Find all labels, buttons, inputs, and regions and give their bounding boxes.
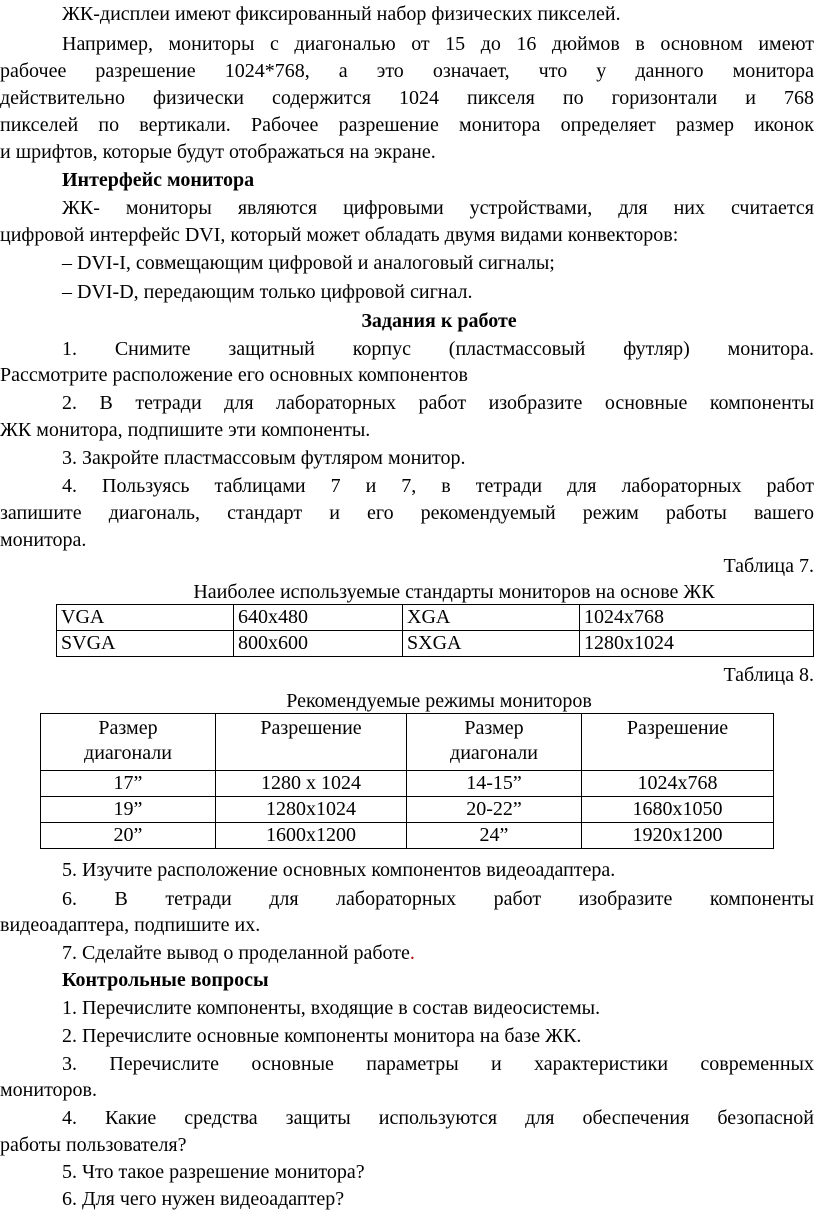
- table-cell: 640x480: [234, 605, 403, 631]
- task-line: 1. Снимите защитный корпус (пластмассовый футляр) монитора.: [62, 338, 814, 360]
- table-cell: 800x600: [234, 631, 403, 657]
- task-line: запишите диагональ, стандарт и его рекомендуемый режим работы вашего: [0, 502, 814, 524]
- intro-line: пикселей по вертикали. Рабочее разрешение монитора определяет размер иконок: [0, 114, 814, 136]
- table-cell: 20”: [41, 823, 216, 849]
- table-cell: VGA: [57, 605, 234, 631]
- table-cell: 1920x1200: [582, 823, 774, 849]
- table-cell: 1600x1200: [216, 823, 407, 849]
- question-line: работы пользователя?: [0, 1134, 187, 1156]
- task-line: видеоадаптера, подпишите их.: [0, 914, 261, 936]
- red-period: .: [409, 942, 415, 964]
- header-line: Размер: [464, 717, 524, 739]
- table-cell: 1280x1024: [580, 631, 814, 657]
- table-row: [57, 631, 814, 657]
- interface-heading: Интерфейс монитора: [62, 169, 255, 191]
- table8: [40, 713, 774, 849]
- table-header-cell: [216, 714, 407, 771]
- table-cell: 1024x768: [580, 605, 814, 631]
- interface-line: ЖК- мониторы являются цифровыми устройствами, для них считается: [62, 197, 814, 219]
- table-cell: SVGA: [57, 631, 234, 657]
- table-row: [41, 771, 774, 797]
- table8-caption: Рекомендуемые режимы мониторов: [286, 690, 592, 712]
- table-header-cell: [41, 714, 216, 771]
- intro-line: и шрифтов, которые будут отображаться на экране.: [0, 141, 436, 163]
- header-line: Разрешение: [260, 717, 362, 739]
- task-line: [62, 940, 816, 967]
- table-cell: 19”: [41, 797, 216, 823]
- table-header-cell: [582, 714, 774, 771]
- task-line: ЖК монитора, подпишите эти компоненты.: [0, 419, 371, 441]
- table8-label: Таблица 8.: [723, 664, 814, 686]
- interface-bullet: – DVI-D, передающим только цифровой сигнал.: [62, 281, 473, 303]
- task-line: 3. Закройте пластмассовым футляром монитор.: [62, 447, 466, 469]
- task-line: 2. В тетради для лабораторных работ изобразите основные компоненты: [62, 392, 814, 414]
- question-line: 2. Перечислите основные компоненты монитора на базе ЖК.: [62, 1025, 582, 1047]
- table-cell: 24”: [407, 823, 582, 849]
- table-cell: XGA: [403, 605, 580, 631]
- intro-line: действительно физически содержится 1024 пикселя по горизонтали и 768: [0, 87, 814, 109]
- interface-line: цифровой интерфейс DVI, который может обладать двумя видами конвекторов:: [0, 224, 679, 246]
- table-header-row: [41, 714, 774, 771]
- intro-paragraph-1: ЖК-дисплеи имеют фиксированный набор физических пикселей.: [62, 3, 621, 25]
- header-line: Разрешение: [626, 717, 729, 739]
- question-line: 4. Какие средства защиты используются для обеспечения безопасной: [62, 1107, 814, 1129]
- question-line: 5. Что такое разрешение монитора?: [62, 1161, 365, 1183]
- table7-caption: Наиболее используемые стандарты мониторов на основе ЖК: [193, 581, 715, 603]
- question-line: 3. Перечислите основные параметры и характеристики современных: [62, 1053, 814, 1075]
- table-cell: SXGA: [403, 631, 580, 657]
- table7-label: Таблица 7.: [723, 555, 814, 577]
- task-line: Рассмотрите расположение его основных компонентов: [0, 364, 468, 386]
- table-cell: 17”: [41, 771, 216, 797]
- task-line: монитора.: [0, 529, 87, 551]
- intro-line: рабочее разрешение 1024*768, а это означает, что у данного монитора: [0, 60, 814, 82]
- table-cell: 1280 x 1024: [216, 771, 407, 797]
- table-row: [57, 605, 814, 631]
- header-line: диагонали: [84, 742, 172, 764]
- table-cell: 14-15”: [407, 771, 582, 797]
- table-row: [41, 797, 774, 823]
- table7: [56, 604, 814, 657]
- table-cell: 1680x1050: [582, 797, 774, 823]
- table-header-cell: [407, 714, 582, 771]
- question-line: 1. Перечислите компоненты, входящие в состав видеосистемы.: [62, 997, 601, 1019]
- questions-heading: Контрольные вопросы: [62, 969, 269, 991]
- question-line: мониторов.: [0, 1079, 97, 1101]
- intro-line: Например, мониторы с диагональю от 15 до 16 дюймов в основном имеют: [62, 33, 814, 55]
- header-line: Размер: [98, 717, 158, 739]
- task-text: 7. Сделайте вывод о проделанной работе: [62, 942, 410, 964]
- interface-bullet: – DVI-I, совмещающим цифровой и аналоговый сигналы;: [62, 252, 555, 274]
- tasks-heading: Задания к работе: [361, 310, 517, 332]
- table-cell: 1024x768: [582, 771, 774, 797]
- task-line: 6. В тетради для лабораторных работ изобразите компоненты: [62, 888, 814, 910]
- table-row: [41, 823, 774, 849]
- table-cell: 1280x1024: [216, 797, 407, 823]
- question-line: 6. Для чего нужен видеоадаптер?: [62, 1188, 345, 1210]
- task-line: 4. Пользуясь таблицами 7 и 7, в тетради для лабораторных работ: [62, 475, 814, 497]
- header-line: диагонали: [450, 742, 538, 764]
- table-cell: 20-22”: [407, 797, 582, 823]
- task-line: 5. Изучите расположение основных компонентов видеоадаптера.: [62, 859, 616, 881]
